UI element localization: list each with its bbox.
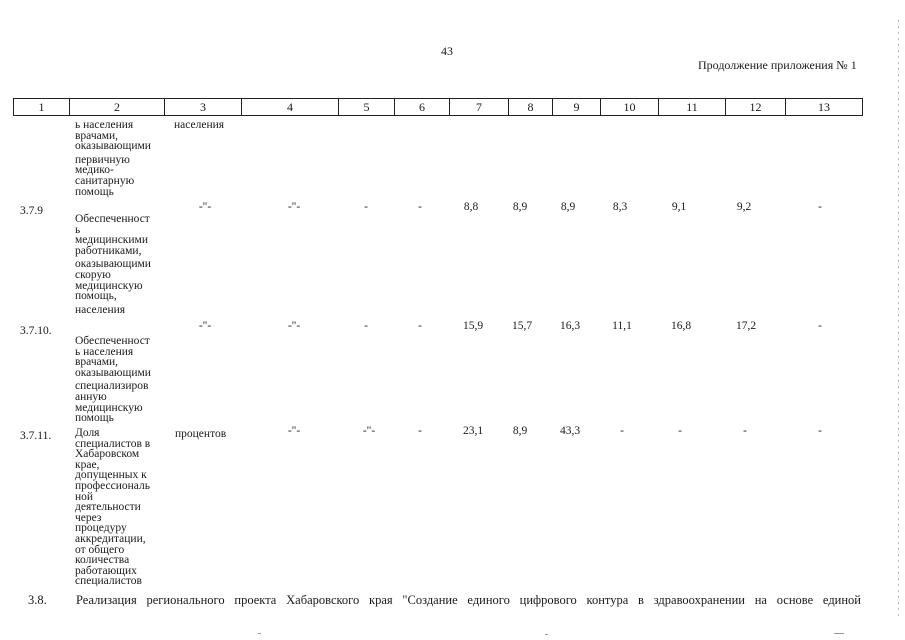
- row-col-6: -: [418, 201, 422, 213]
- header-col-2: 2: [114, 100, 120, 114]
- row-value: 17,2: [735, 320, 757, 332]
- page-number: 43: [441, 44, 453, 58]
- row-unit: -"-: [198, 320, 212, 332]
- row-value: 11,1: [612, 320, 632, 332]
- row-value: 8,9: [512, 425, 528, 437]
- appendix-continuation-note: Продолжение приложения № 1: [698, 58, 857, 72]
- row-unit: -"-: [198, 201, 212, 213]
- row-value: -: [818, 201, 822, 213]
- row-description: Реализация регионального проекта Хабаровского края "Создание единого цифрового контура в здравоохранении на основе единой: [76, 593, 861, 607]
- row-id: 3.7.11.: [20, 430, 52, 442]
- row-col-4: -"-: [287, 320, 301, 332]
- header-col-5: 5: [363, 100, 370, 114]
- fragment-description: ь населения врачами, оказывающими первичную медико- санитарную помощь: [75, 119, 151, 198]
- header-col-11: 11: [686, 100, 698, 114]
- row-value: 8,9: [512, 201, 528, 213]
- row-col-6: -: [418, 425, 422, 437]
- scan-artifact: [258, 633, 261, 634]
- table-header-row: [13, 98, 863, 116]
- row-id: 3.8.: [28, 593, 47, 607]
- row-col-6: -: [418, 320, 422, 332]
- row-value: -: [678, 425, 682, 437]
- row-col-4: -"-: [287, 201, 301, 213]
- header-col-6: 6: [419, 100, 425, 114]
- header-col-7: 7: [476, 100, 482, 114]
- row-id: 3.7.10.: [20, 325, 52, 337]
- row-value: -: [818, 425, 822, 437]
- row-value: 16,8: [670, 320, 692, 332]
- row-value: 43,3: [559, 425, 581, 437]
- header-col-9: 9: [573, 100, 580, 114]
- row-col-5: -: [364, 320, 368, 332]
- row-value: 15,7: [511, 320, 533, 332]
- header-col-4: 4: [287, 100, 293, 114]
- row-value: 8,8: [463, 201, 479, 213]
- row-value: 9,2: [736, 201, 752, 213]
- row-description: Обеспеченност ь населения врачами, оказывающими специализиров анную медицинскую помощь: [75, 335, 151, 425]
- header-col-1: 1: [38, 100, 45, 114]
- header-col-3: 3: [200, 100, 206, 114]
- row-description: Доля специалистов в Хабаровском крае, допущенных к профессиональ ной деятельности через процедуру аккредитации, от общего количества работающих специалистов: [75, 427, 151, 588]
- row-col-5: -"-: [362, 425, 376, 437]
- row-value: 8,3: [612, 201, 628, 213]
- row-value: 16,3: [559, 320, 581, 332]
- row-id: 3.7.9: [20, 205, 43, 217]
- header-col-8: 8: [527, 100, 534, 114]
- row-description: Обеспеченност ь медицинскими работниками, оказывающими скорую медицинскую помощь, населения: [75, 213, 151, 316]
- fragment-unit: населения: [174, 119, 225, 131]
- scan-artifact: [545, 634, 548, 635]
- row-col-4: -"-: [287, 425, 301, 437]
- row-value: 23,1: [462, 425, 484, 437]
- header-col-13: 13: [818, 100, 830, 114]
- row-col-5: -: [364, 201, 368, 213]
- header-col-10: 10: [623, 100, 636, 114]
- row-value: -: [620, 425, 624, 437]
- row-value: -: [818, 320, 822, 332]
- row-value: -: [743, 425, 747, 437]
- scan-artifact: [834, 633, 844, 634]
- row-value: 15,9: [462, 320, 484, 332]
- scan-margin-mark: [898, 20, 899, 620]
- row-value: 8,9: [560, 201, 576, 213]
- header-col-12: 12: [749, 100, 762, 114]
- row-value: 9,1: [671, 201, 687, 213]
- row-unit: процентов: [175, 428, 227, 440]
